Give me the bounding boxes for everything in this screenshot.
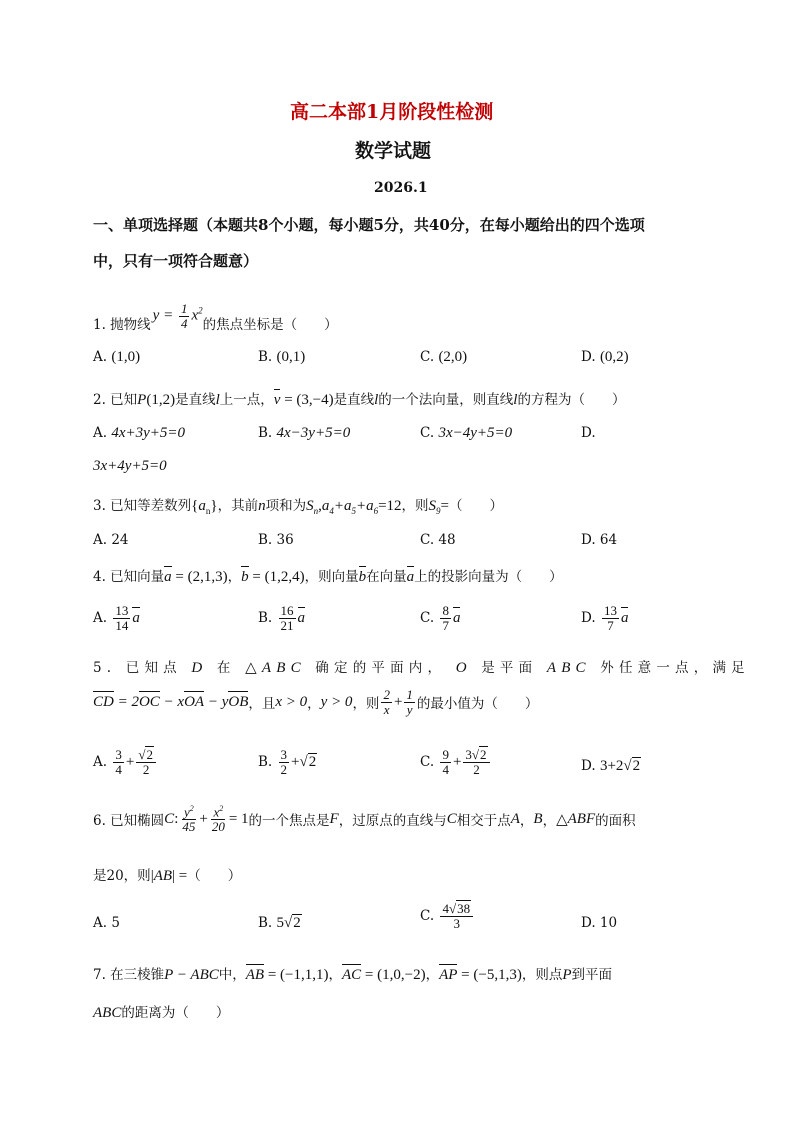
question-1 [93,296,338,336]
question-1-option-d[interactable]: D. (0,2) [581,349,629,365]
question-3: 3. 已知等差数列$\{a_n\}$，其前n项和为$S_n,a_4+a_5+a_6=12$，则$S_9=$（ ） [93,498,504,516]
question-4-option-c[interactable]: C. $\frac{8}{7}$ a [420,603,461,633]
question-5-line1: 5. 已知点 D 在 △ABC 确定的平面内， O 是平面 ABC 外任意一点，满足 [93,660,750,676]
question-5-option-c[interactable]: C. $\frac{9}{4}$ + $\frac{3√2}{2}$ [420,748,492,776]
question-1-expr: y = $\frac{1}{4}$ $x^2$ [152,300,203,331]
question-6-option-d[interactable]: D. 10 [581,915,618,931]
question-3-option-b[interactable]: B. 36 [258,532,294,548]
question-4-option-a[interactable]: A. $\frac{13}{14}$ a [93,603,140,633]
question-5-option-b[interactable]: B. $\frac{3}{2}$ +√2 [258,747,317,777]
question-5-option-a[interactable]: A. $\frac{3}{4}$ + $\frac{√2}{2}$ [93,748,158,776]
question-2-option-d[interactable]: D. [581,425,596,441]
question-6-line1: 6. 已知椭圆 C : $\frac{y^2}{45}$ + $\frac{x^2}{20}$ = 1 的一个焦点是 F ，过原点的直线与 C 相交于点 A ， B ， △ ABF 的面积 [93,804,636,834]
question-3-option-a[interactable]: A. 24 [93,532,129,548]
question-4-option-b[interactable]: B. $\frac{16}{21}$ a [258,603,306,633]
section-heading-line2: 中，只有一项符合题意） [93,252,259,270]
question-3-option-c[interactable]: C. 48 [420,532,456,548]
question-4-option-d[interactable]: D. $\frac{13}{7}$ a [581,603,629,633]
exam-date: 2026.1 [374,180,428,196]
question-6-option-b[interactable]: B. 5√2 [258,915,301,931]
question-7-line2: ABC的距离为（ ） [93,1005,230,1021]
exam-title: 高二本部1月阶段性检测 [290,101,494,123]
question-3-option-d[interactable]: D. 64 [581,532,618,548]
question-1-option-c[interactable]: C. (2,0) [420,349,468,365]
section-heading-line1: 一、单项选择题（本题共8个小题，每小题5分，共40分，在每小题给出的四个选项 [93,216,645,234]
question-1-stem: 1. 抛物线 [93,317,151,333]
question-2: 2. 已知P(1,2)是直线l上一点，v = (3,−4)是直线l的一个法向量，则直线l的方程为（ ） [93,392,626,408]
question-1-option-b[interactable]: B. (0,1) [258,349,306,365]
question-4: 4. 已知向量a = (2,1,3)，b = (1,2,4)，则向量b在向量a上的投影向量为（ ） [93,569,563,585]
exam-subtitle: 数学试题 [355,140,432,162]
question-7-line1: 7. 在三棱锥P − ABC中，AB = (−1,1,1)，AC = (1,0,−2)，AP = (−5,1,3)，则点P到平面 [93,967,613,983]
question-2-option-c[interactable]: C. 3x−4y+5=0 [420,425,513,441]
question-6-option-c[interactable]: C. $\frac{4√38}{3}$ [420,902,475,930]
question-6-line2: 是20，则|AB| =（ ） [93,868,242,884]
question-1-option-a[interactable]: A. (1,0) [93,349,141,365]
question-5-option-d[interactable]: D. 3+2√2 [581,758,641,774]
question-2-option-a[interactable]: A. 4x+3y+5=0 [93,425,186,441]
question-2-option-d-wrap: 3x+4y+5=0 [93,458,167,474]
question-5-line2: CD = 2OC − xOA − yOB ，且 x > 0 ， y > 0 ，则 $\frac{2}{x}$ + $\frac{1}{y}$ 的最小值为（ ） [93,687,539,717]
question-1-tail: 的焦点坐标是（ ） [202,317,338,333]
question-6-option-a[interactable]: A. 5 [93,915,120,931]
question-2-option-b[interactable]: B. 4x−3y+5=0 [258,425,351,441]
